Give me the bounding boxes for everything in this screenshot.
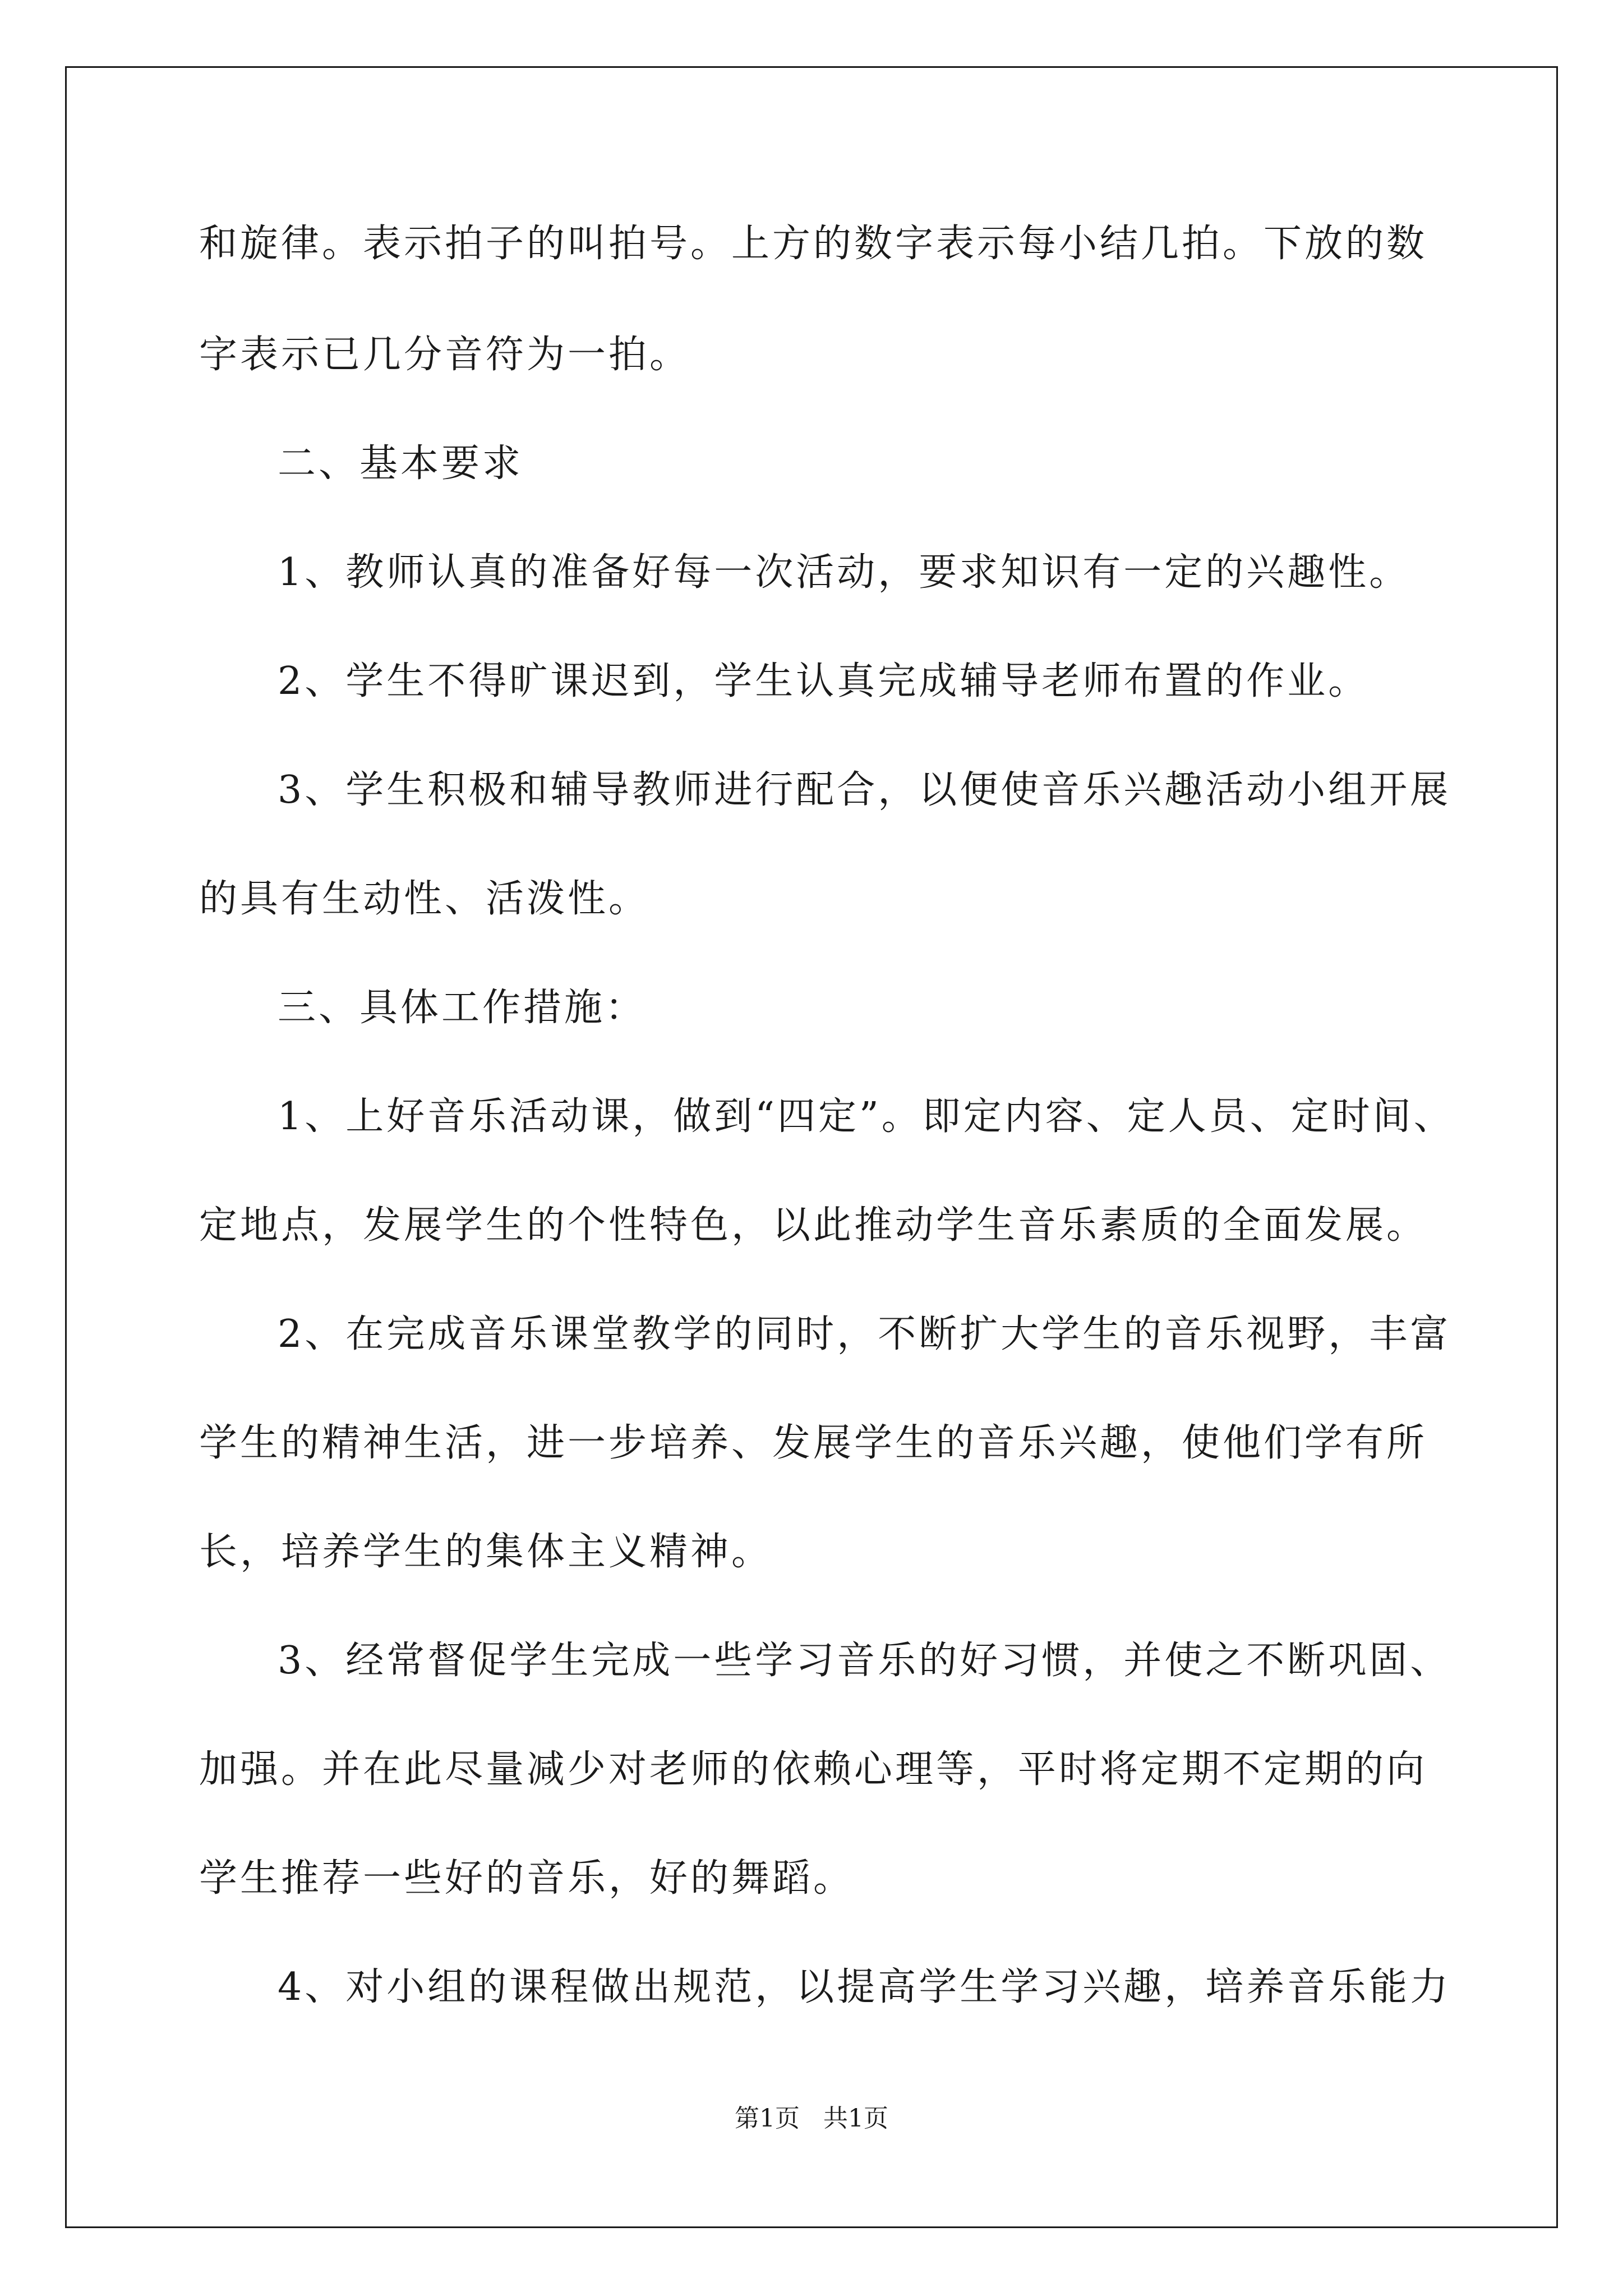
text-line-4: 1、教师认真的准备好每一次活动，要求知识有一定的兴趣性。	[278, 550, 1410, 595]
text-line-6: 3、学生积极和辅导教师进行配合，以便使音乐兴趣活动小组开展	[278, 768, 1451, 812]
text-line-2: 字表示已几分音符为一拍。	[199, 333, 691, 377]
text-line-15: 加强。并在此尽量减少对老师的依赖心理等，平时将定期不定期的向	[199, 1747, 1428, 1792]
text-line-11: 2、在完成音乐课堂教学的同时，不断扩大学生的音乐视野，丰富	[278, 1312, 1451, 1356]
text-line-10: 定地点，发展学生的个性特色，以此推动学生音乐素质的全面发展。	[199, 1203, 1428, 1248]
text-line-12: 学生的精神生活，进一步培养、发展学生的音乐兴趣，使他们学有所	[199, 1421, 1428, 1465]
section-heading-3: 三、具体工作措施：	[278, 986, 647, 1030]
text-line-16: 学生推荐一些好的音乐，好的舞蹈。	[199, 1856, 855, 1901]
text-line-14: 3、经常督促学生完成一些学习音乐的好习惯，并使之不断巩固、	[278, 1639, 1451, 1683]
text-line-9: 1、上好音乐活动课，做到“四定”。即定内容、定人员、定时间、	[278, 1094, 1455, 1139]
text-line-1: 和旋律。表示拍子的叫拍号。上方的数字表示每小结几拍。下放的数	[199, 222, 1428, 266]
text-line-17: 4、对小组的课程做出规范，以提高学生学习兴趣，培养音乐能力	[278, 1965, 1451, 2009]
text-line-13: 长，培养学生的集体主义精神。	[199, 1530, 773, 1574]
page-number-footer: 第1页 共1页	[735, 2104, 888, 2133]
text-line-7: 的具有生动性、活泼性。	[199, 877, 650, 921]
text-line-5: 2、学生不得旷课迟到，学生认真完成辅导老师布置的作业。	[278, 659, 1370, 703]
section-heading-2: 二、基本要求	[278, 441, 524, 486]
